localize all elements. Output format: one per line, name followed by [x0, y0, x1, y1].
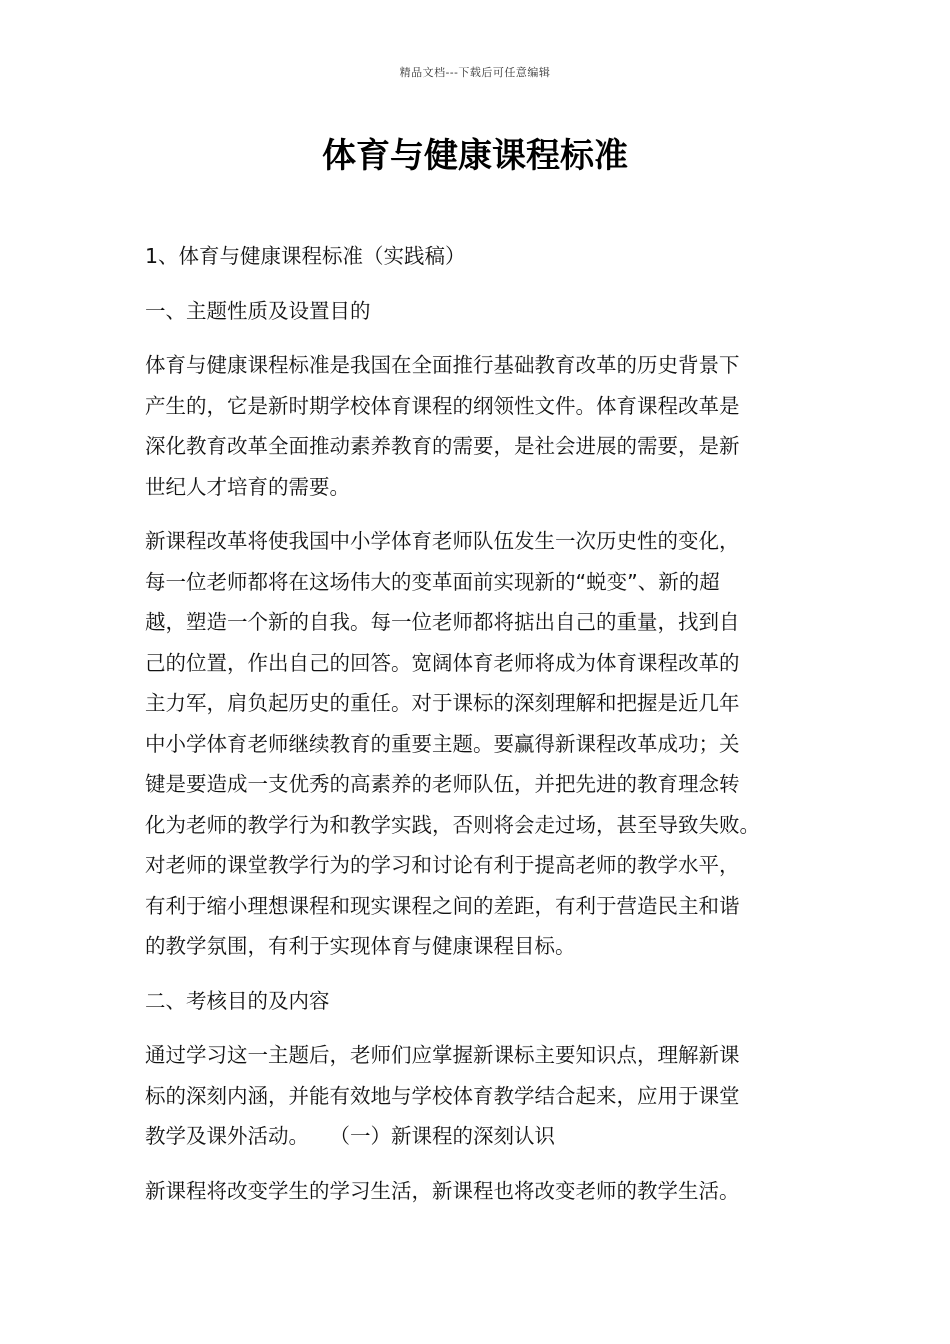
- paragraph-line: 体育与健康课程标准是我国在全面推行基础教育改革的历史背景下: [145, 353, 740, 377]
- paragraph-line: 主力军，肩负起历史的重任。对于课标的深刻理解和把握是近几年: [145, 691, 740, 715]
- paragraph-1: [145, 345, 817, 507]
- document-subtitle: 1、体育与健康课程标准（实践稿）: [145, 244, 466, 268]
- paragraph-line: 对老师的课堂教学行为的学习和讨论有利于提高老师的教学水平，: [145, 853, 740, 877]
- paragraph-line: 化为老师的教学行为和教学实践，否则将会走过场，甚至导致失败。: [145, 812, 760, 837]
- document-body: [145, 236, 817, 1225]
- paragraph-line: 己的位置，作出自己的回答。宽阔体育老师将成为体育课程改革的: [145, 650, 740, 675]
- paragraph-line: 中小学体育老师继续教育的重要主题。要赢得新课程改革成功；关: [145, 731, 740, 756]
- paragraph-3: [145, 1035, 817, 1157]
- paragraph-line: 标的深刻内涵，并能有效地与学校体育教学结合起来，应用于课堂: [145, 1083, 740, 1108]
- section-heading-1: 一、主题性质及设置目的: [145, 298, 371, 323]
- paragraph-line: 通过学习这一主题后，老师们应掌握新课标主要知识点，理解新课: [145, 1043, 740, 1067]
- paragraph-line: 新课程改革将使我国中小学体育老师队伍发生一次历史性的变化，: [145, 529, 740, 553]
- paragraph-line: 的教学氛围，有利于实现体育与健康课程目标。: [145, 934, 576, 958]
- paragraph-line: 产生的，它是新时期学校体育课程的纲领性文件。体育课程改革是: [145, 393, 740, 418]
- paragraph-line: 新课程将改变学生的学习生活，新课程也将改变老师的教学生活。: [145, 1178, 740, 1203]
- paragraph-2: [145, 521, 817, 967]
- paragraph-line: 键是要造成一支优秀的高素养的老师队伍，并把先进的教育理念转: [145, 772, 740, 796]
- paragraph-line: 深化教育改革全面推动素养教育的需要，是社会进展的需要，是新: [145, 434, 740, 458]
- paragraph-4: [145, 1171, 817, 1212]
- header-note: 精品文档---下载后可任意编辑: [399, 66, 551, 79]
- paragraph-line: 世纪人才培育的需要。: [145, 474, 350, 499]
- paragraph-line: 越，塑造一个新的自我。每一位老师都将掂出自己的重量，找到自: [145, 610, 740, 634]
- section-heading-2: 二、考核目的及内容: [145, 988, 330, 1013]
- document-title: 体育与健康课程标准: [322, 136, 628, 176]
- paragraph-line: 有利于缩小理想课程和现实课程之间的差距，有利于营造民主和谐: [145, 893, 740, 918]
- paragraph-line: 教学及课外活动。 （一）新课程的深刻认识: [145, 1124, 555, 1148]
- paragraph-line: 每一位老师都将在这场伟大的变革面前实现新的“蜕变”、新的超: [145, 569, 720, 594]
